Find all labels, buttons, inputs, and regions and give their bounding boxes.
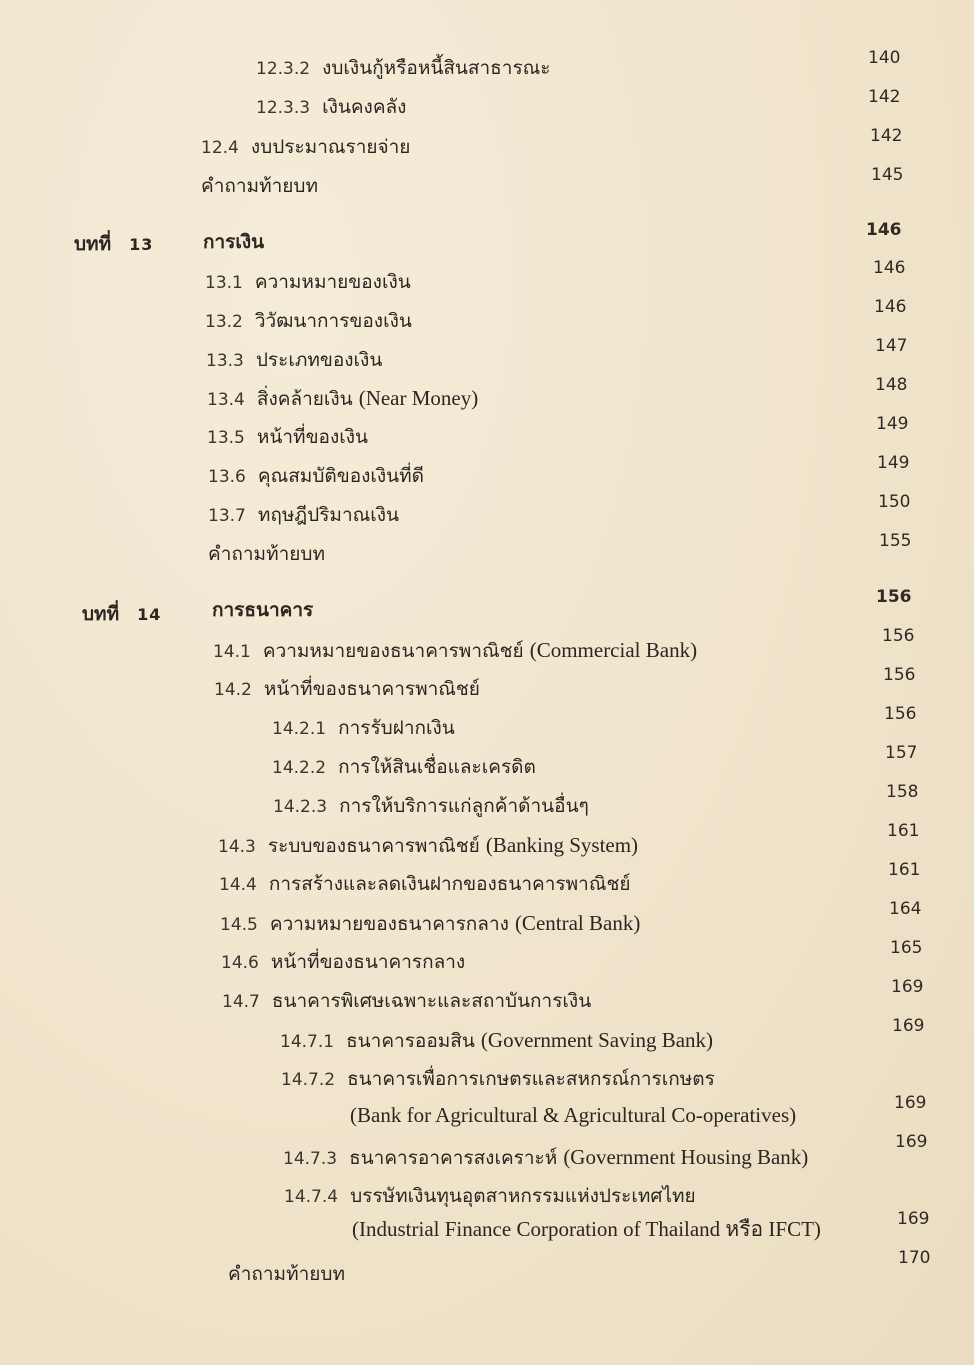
- toc-entry: [208, 503, 399, 528]
- chapter-label: บทที่: [82, 603, 120, 625]
- entry-title: สิ่งคล้ายเงิน: [256, 388, 353, 410]
- page-number: 140: [868, 48, 901, 68]
- toc-entry: [272, 755, 536, 780]
- page-number: 142: [870, 126, 903, 146]
- entry-number: 14.7.4: [284, 1187, 339, 1207]
- page-number: 149: [876, 414, 909, 434]
- toc-entry: [283, 1145, 808, 1171]
- entry-number: 14.2.1: [272, 719, 327, 739]
- toc-entry: [219, 872, 631, 897]
- page-number: 161: [888, 860, 921, 880]
- entry-number: 14.1: [213, 642, 251, 662]
- entry-title: ความหมายของธนาคารพาณิชย์: [262, 640, 524, 662]
- page-number: 142: [868, 87, 901, 107]
- chapter-label: บทที่: [74, 233, 112, 255]
- entry-number: 14.6: [221, 953, 259, 973]
- toc-entry: [256, 95, 406, 120]
- entry-title: บรรษัทเงินทุนอุตสาหกรรมแห่งประเทศไทย: [350, 1185, 696, 1207]
- entry-title: ธนาคารพิเศษเฉพาะและสถาบันการเงิน: [271, 990, 592, 1012]
- entry-english-title: (Commercial Bank): [529, 638, 698, 662]
- toc-entry-continuation: [352, 1217, 821, 1242]
- page-number: 170: [898, 1248, 931, 1268]
- entry-title: การสร้างและลดเงินฝากของธนาคารพาณิชย์: [268, 873, 631, 895]
- entry-number: 14.4: [219, 875, 257, 895]
- toc-entry: [214, 677, 480, 702]
- entry-title: ธนาคารออมสิน: [346, 1030, 475, 1052]
- entry-title: ธนาคารเพื่อการเกษตรและสหกรณ์การเกษตร: [347, 1068, 715, 1090]
- chapter-page-number: 146: [866, 220, 902, 240]
- toc-entry: [280, 1028, 713, 1054]
- toc-entry: [256, 56, 551, 81]
- entry-title: หน้าที่ของธนาคารกลาง: [270, 951, 466, 973]
- entry-title: ระบบของธนาคารพาณิชย์: [267, 835, 480, 857]
- toc-entry: [207, 386, 478, 412]
- entry-number: 14.7.1: [280, 1032, 335, 1052]
- page-number: 169: [897, 1209, 930, 1229]
- entry-english-title: (Government Saving Bank): [480, 1028, 714, 1052]
- toc-entry: [207, 425, 368, 450]
- entry-number: 14.7.3: [283, 1149, 338, 1169]
- entry-number: 12.3.2: [256, 59, 311, 79]
- entry-title: การให้บริการแก่ลูกค้าด้านอื่นๆ: [339, 795, 589, 817]
- entry-title: ทฤษฎีปริมาณเงิน: [257, 504, 400, 526]
- page-number: 157: [885, 743, 918, 763]
- page-number: 169: [891, 977, 924, 997]
- page-number: 158: [886, 782, 919, 802]
- page-number: 161: [887, 821, 920, 841]
- page-number: 165: [890, 938, 923, 958]
- entry-title: ความหมายของธนาคารกลาง: [269, 913, 509, 935]
- entry-title: คุณสมบัติของเงินที่ดี: [257, 465, 425, 487]
- page-number: 164: [889, 899, 922, 919]
- page-number: 148: [875, 375, 908, 395]
- entry-english-title: (Central Bank): [514, 911, 641, 935]
- toc-entry: [213, 638, 697, 664]
- page-number: 149: [877, 453, 910, 473]
- toc-entry: [281, 1067, 715, 1092]
- entry-english-title: (Bank for Agricultural & Agricultural Co-operatives): [350, 1103, 797, 1127]
- page-number: 169: [895, 1132, 928, 1152]
- entry-number: 12.4: [201, 138, 239, 158]
- entry-number: 13.2: [205, 312, 243, 332]
- page-number: 156: [883, 665, 916, 685]
- entry-number: 12.3.3: [256, 98, 311, 118]
- entry-title: หน้าที่ของเงิน: [256, 426, 369, 448]
- page-number: 145: [871, 165, 904, 185]
- toc-entry: [284, 1184, 696, 1209]
- entry-title: การรับฝากเงิน: [338, 717, 455, 739]
- entry-title: ธนาคารอาคารสงเคราะห์: [349, 1147, 558, 1169]
- toc-entry: [220, 911, 640, 937]
- page-number: 146: [873, 258, 906, 278]
- entry-number: 13.3: [206, 351, 244, 371]
- entry-title: คำถามท้ายบท: [208, 543, 325, 565]
- page-number: 169: [894, 1093, 927, 1113]
- entry-title: งบประมาณรายจ่าย: [250, 136, 411, 158]
- chapter-number: 13: [129, 235, 154, 254]
- entry-title: การให้สินเชื่อและเครดิต: [338, 756, 536, 778]
- page-number: 169: [892, 1016, 925, 1036]
- toc-entry: [201, 135, 410, 160]
- entry-title: ประเภทของเงิน: [255, 349, 383, 371]
- entry-english-title: (Industrial Finance Corporation of Thailand หรือ IFCT): [352, 1217, 821, 1241]
- entry-number: 13.6: [208, 467, 246, 487]
- toc-entry: [273, 794, 589, 819]
- toc-entry: [206, 348, 382, 373]
- chapter-14-title: การธนาคาร: [212, 599, 314, 621]
- entry-title: คำถามท้ายบท: [201, 175, 318, 197]
- chapter-page-number: 156: [876, 587, 912, 607]
- entry-number: 14.7: [222, 992, 260, 1012]
- entry-title: คำถามท้ายบท: [228, 1263, 345, 1285]
- entry-number: 14.2.2: [272, 758, 327, 778]
- toc-entry: [205, 270, 411, 295]
- entry-number: 13.4: [207, 390, 245, 410]
- toc-entry-questions: [201, 174, 318, 198]
- entry-english-title: (Near Money): [358, 386, 479, 410]
- chapter-14-heading: [82, 602, 161, 627]
- toc-entry-questions: [208, 542, 325, 566]
- page-number: 146: [874, 297, 907, 317]
- chapter-13-title: การเงิน: [203, 231, 265, 253]
- toc-entry: [221, 950, 465, 975]
- toc-entry: [218, 833, 638, 859]
- entry-title: ความหมายของเงิน: [254, 271, 411, 293]
- entry-number: 14.2: [214, 680, 252, 700]
- entry-number: 13.1: [205, 273, 243, 293]
- entry-title: เงินคงคลัง: [322, 96, 407, 118]
- page-number: 156: [884, 704, 917, 724]
- toc-entry: [208, 464, 424, 489]
- page-number: 147: [875, 336, 908, 356]
- entry-title: งบเงินกู้หรือหนี้สินสาธารณะ: [322, 57, 551, 79]
- page-number: 156: [882, 626, 915, 646]
- entry-number: 14.7.2: [281, 1070, 336, 1090]
- chapter-13-heading: [74, 232, 153, 257]
- entry-number: 13.5: [207, 428, 245, 448]
- toc-entry-questions: [228, 1262, 345, 1286]
- toc-entry-continuation: [350, 1103, 796, 1128]
- toc-entry: [272, 716, 455, 741]
- entry-english-title: (Government Housing Bank): [563, 1145, 809, 1169]
- entry-english-title: (Banking System): [485, 833, 639, 857]
- toc-entry: [222, 989, 591, 1014]
- page-number: 150: [878, 492, 911, 512]
- chapter-number: 14: [137, 605, 162, 624]
- entry-number: 14.5: [220, 915, 258, 935]
- entry-number: 14.2.3: [273, 797, 328, 817]
- entry-title: วิวัฒนาการของเงิน: [254, 310, 412, 332]
- toc-entry: [205, 309, 412, 334]
- page-number: 155: [879, 531, 912, 551]
- entry-number: 13.7: [208, 506, 246, 526]
- entry-number: 14.3: [218, 837, 256, 857]
- entry-title: หน้าที่ของธนาคารพาณิชย์: [263, 678, 480, 700]
